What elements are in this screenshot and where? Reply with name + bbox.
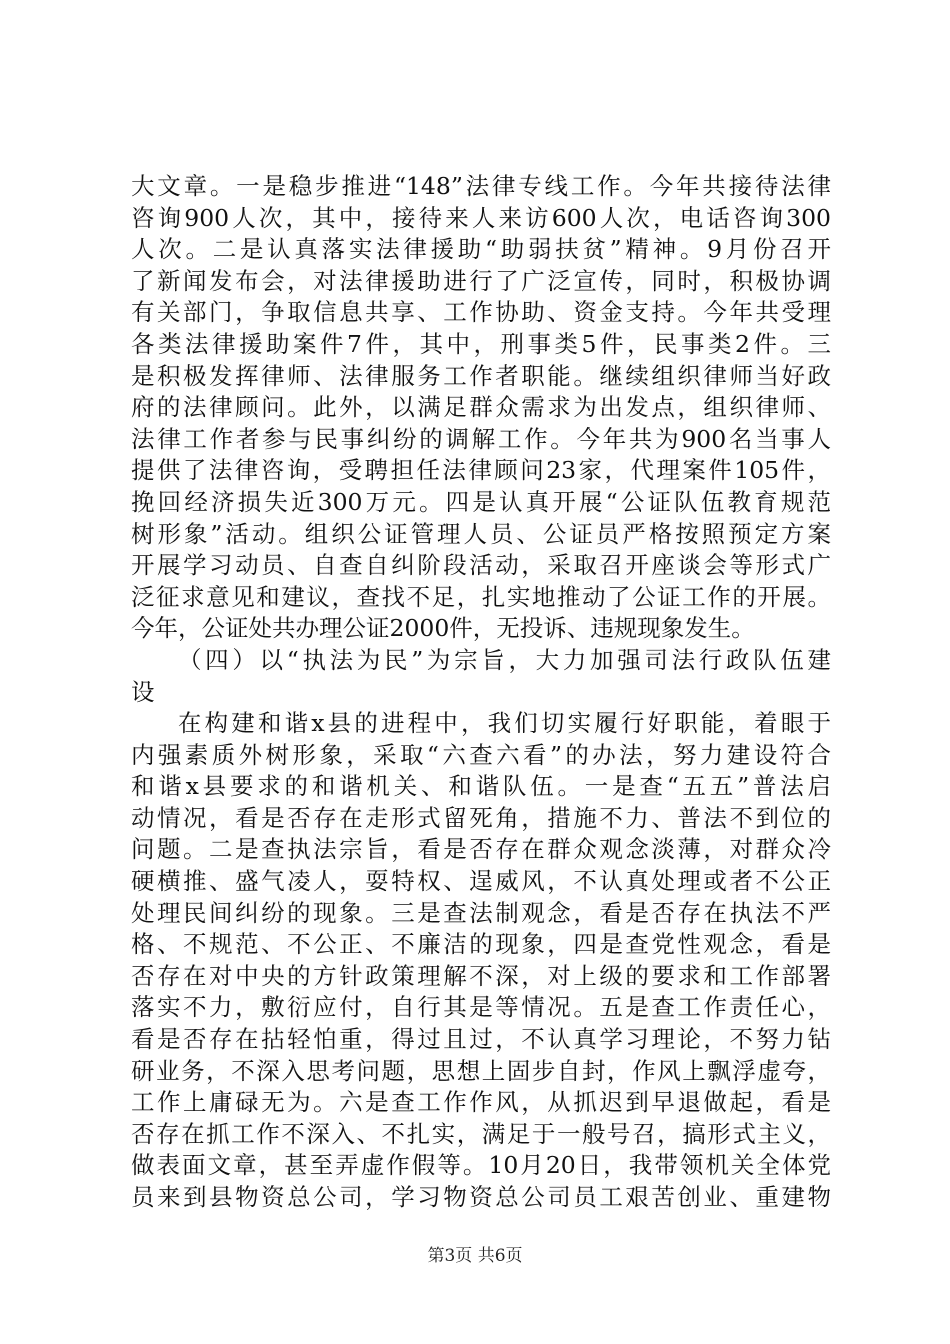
text-line: 员来到县物资总公司，学习物资总公司员工艰苦创业、重建物 bbox=[131, 1183, 831, 1211]
text-line: 挽回经济损失近300万元。四是认真开展“公证队伍教育规范 bbox=[131, 487, 831, 516]
text-line: 和谐x县要求的和谐机关、和谐队伍。一是查“五五”普法启 bbox=[131, 772, 831, 801]
text-line: 人次。二是认真落实法律援助“助弱扶贫”精神。9月份召开 bbox=[131, 235, 831, 264]
text-line: 做表面文章，甚至弄虚作假等。10月20日，我带领机关全体党 bbox=[131, 1151, 831, 1180]
text-line: 有关部门，争取信息共享、工作协助、资金支持。今年共受理 bbox=[131, 298, 831, 327]
text-line: 泛征求意见和建议，查找不足，扎实地推动了公证工作的开展。 bbox=[131, 582, 831, 611]
text-line: 法律工作者参与民事纠纷的调解工作。今年共为900名当事人 bbox=[131, 424, 831, 453]
text-line: 今年，公证处共办理公证2000件，无投诉、违规现象发生。 bbox=[131, 614, 755, 643]
text-line: 否存在抓工作不深入、不扎实，满足于一般号召，搞形式主义， bbox=[131, 1119, 831, 1148]
text-line: 工作上庸碌无为。六是查工作作风，从抓迟到早退做起，看是 bbox=[131, 1088, 831, 1117]
text-line: 咨询900人次，其中，接待来人来访600人次，电话咨询300 bbox=[131, 203, 831, 232]
text-line: 树形象”活动。组织公证管理人员、公证员严格按照预定方案 bbox=[131, 519, 831, 548]
text-line: 动情况，看是否存在走形式留死角，措施不力、普法不到位的 bbox=[131, 803, 831, 832]
text-line: 格、不规范、不公正、不廉洁的现象，四是查党性观念，看是 bbox=[131, 930, 831, 959]
body-text bbox=[131, 171, 831, 1214]
text-line: 府的法律顾问。此外，以满足群众需求为出发点，组织律师、 bbox=[131, 393, 831, 422]
section-heading: （四）以“执法为民”为宗旨，大力加强司法行政队伍建 bbox=[178, 645, 831, 674]
text-line: 硬横推、盛气凌人，耍特权、逞威风，不认真处理或者不公正 bbox=[131, 867, 831, 896]
text-line: 落实不力，敷衍应付，自行其是等情况。五是查工作责任心， bbox=[131, 993, 831, 1022]
paragraph-first-line: 在构建和谐x县的进程中，我们切实履行好职能，着眼于 bbox=[178, 709, 831, 738]
text-line: 提供了法律咨询，受聘担任法律顾问23家，代理案件105件， bbox=[131, 456, 831, 485]
text-line: 否存在对中央的方针政策理解不深，对上级的要求和工作部署 bbox=[131, 961, 831, 990]
text-line: 各类法律援助案件7件，其中，刑事类5件，民事类2件。三 bbox=[131, 329, 831, 358]
text-line: 了新闻发布会，对法律援助进行了广泛宣传，同时，积极协调 bbox=[131, 266, 831, 295]
text-line: 内强素质外树形象，采取“六查六看”的办法，努力建设符合 bbox=[131, 740, 831, 769]
text-line: 大文章。一是稳步推进“148”法律专线工作。今年共接待法律 bbox=[131, 172, 831, 200]
section-heading-continuation: 设 bbox=[131, 677, 155, 706]
text-line: 问题。二是查执法宗旨，看是否存在群众观念淡薄，对群众冷 bbox=[131, 835, 831, 864]
text-line: 研业务，不深入思考问题，思想上固步自封，作风上飘浮虚夸， bbox=[131, 1056, 831, 1085]
text-line: 开展学习动员、自查自纠阶段活动，采取召开座谈会等形式广 bbox=[131, 551, 831, 580]
page-number-footer: 第3页 共6页 bbox=[427, 1246, 523, 1266]
text-line: 处理民间纠纷的现象。三是查法制观念，看是否存在执法不严 bbox=[131, 898, 831, 927]
text-line: 是积极发挥律师、法律服务工作者职能。继续组织律师当好政 bbox=[131, 361, 831, 390]
text-line: 看是否存在拈轻怕重，得过且过，不认真学习理论，不努力钻 bbox=[131, 1025, 831, 1054]
